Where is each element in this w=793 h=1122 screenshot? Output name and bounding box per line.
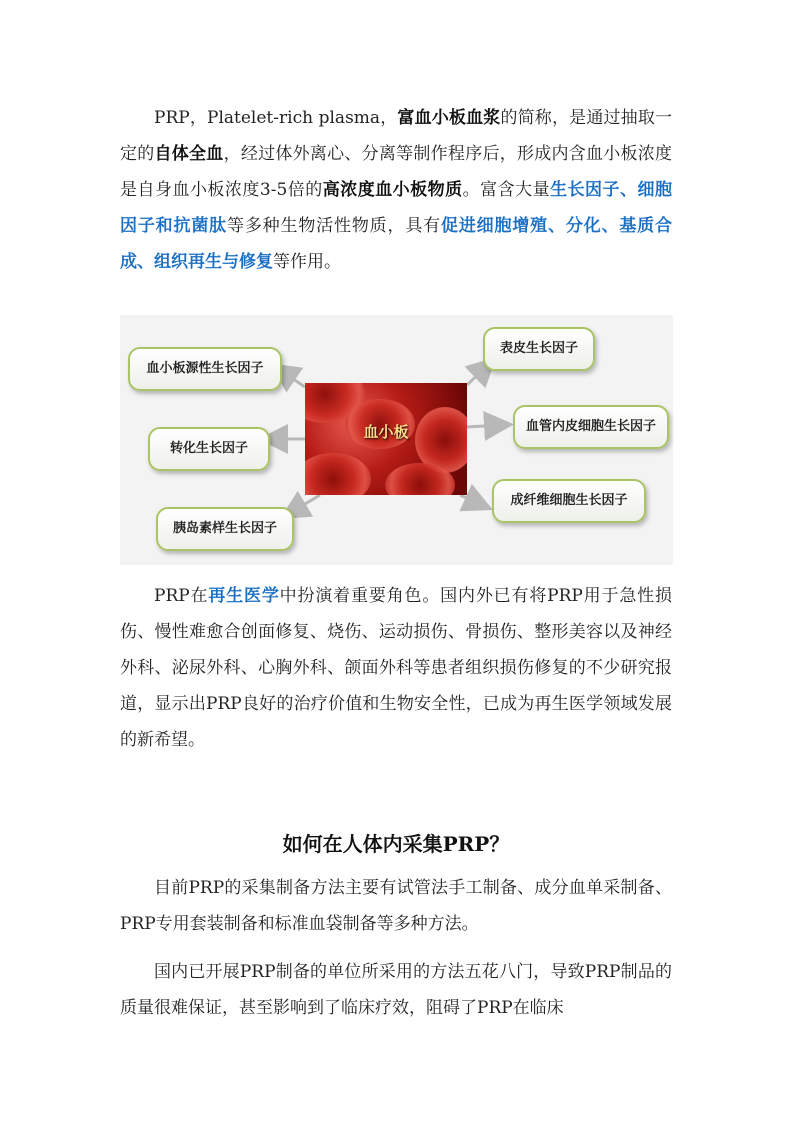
- bold-term-prp: 富血小板血浆: [397, 108, 501, 128]
- node-platelet-derived-growth-factor: 血小板源性生长因子: [128, 347, 282, 391]
- node-fibroblast-growth-factor: 成纤维细胞生长因子: [492, 479, 646, 523]
- text-run: 中扮演着重要角色。国内外已有将PRP用于急性损伤、慢性难愈合创面修复、烧伤、运动损伤、骨损伤、整形美容以及神经外科、泌尿外科、心胸外科、颌面外科等患者组织损伤修复的不少研究报道，显示出PRP良好的治疗价值和生物安全性，已成为再生医学领域发展的新希望。: [120, 586, 672, 750]
- node-vascular-endothelial-growth-factor: 血管内皮细胞生长因子: [513, 405, 669, 449]
- red-cell: [305, 453, 371, 495]
- arrow-to-epidermal: [467, 365, 488, 385]
- text-run: 等作用。: [273, 252, 341, 272]
- methods-paragraph: 目前PRP的采集制备方法主要有试管法手工制备、成分血单采制备、PRP专用套装制备和标准血袋制备等多种方法。: [120, 878, 672, 934]
- text-run: PRP，Platelet-rich plasma，: [154, 108, 398, 128]
- text-run: 等多种生物活性物质，具有: [227, 216, 441, 236]
- text-run: 的简称，是通过抽取一定的: [120, 108, 673, 164]
- text-run: ，经过体外离心、分离等制作程序后，形成内含血小板浓度是自身血小板浓度3-5倍的: [120, 144, 673, 200]
- intro-paragraph: [120, 100, 672, 280]
- arrow-to-platelet-derived: [280, 370, 305, 387]
- blue-term-functions: 促进细胞增殖、分化、基质合成、组织再生与修复: [120, 216, 672, 272]
- text-run: PRP在: [154, 586, 209, 606]
- node-transforming-growth-factor: 转化生长因子: [148, 427, 270, 471]
- text-run: 。富含大量: [462, 180, 551, 200]
- growth-factor-diagram: [120, 315, 673, 565]
- quality-paragraph: 国内已开展PRP制备的单位所采用的方法五花八门，导致PRP制品的质量很难保证，甚至影响到了临床疗效，阻碍了PRP在临床: [120, 962, 672, 1018]
- center-label: 血小板: [363, 423, 409, 441]
- node-insulin-like-growth-factor: 胰岛素样生长因子: [156, 507, 294, 551]
- section-heading: 如何在人体内采集PRP？: [282, 832, 510, 856]
- bold-term-platelet-substance: 高浓度血小板物质: [322, 180, 463, 200]
- bold-term-whole-blood: 自体全血: [154, 144, 224, 164]
- blue-term-regenerative-medicine: 再生医学: [208, 586, 280, 606]
- arrow-to-fibroblast: [460, 495, 482, 505]
- platelet-image: [305, 383, 467, 495]
- arrow-to-vascular: [467, 425, 502, 427]
- regenerative-medicine-paragraph: [120, 578, 672, 758]
- node-epidermal-growth-factor: 表皮生长因子: [483, 327, 595, 371]
- arrow-to-insulin-like: [290, 495, 320, 513]
- blue-term-factors: 生长因子、细胞因子和抗菌肽: [120, 180, 672, 236]
